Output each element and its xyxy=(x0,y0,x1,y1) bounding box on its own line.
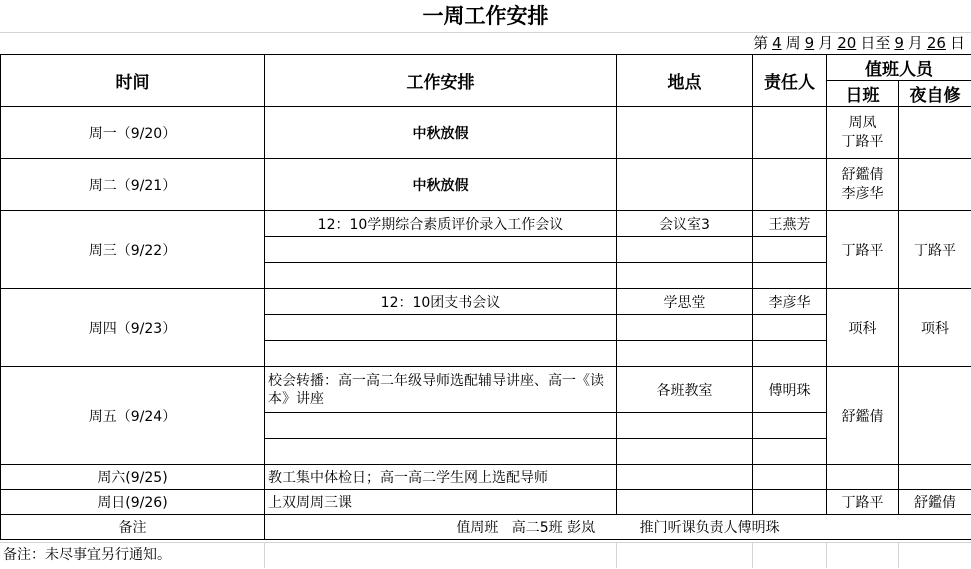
footer-note[interactable]: 备注：未尽事宜另行通知。 xyxy=(0,547,171,563)
place-cell[interactable] xyxy=(617,341,753,367)
place-cell[interactable] xyxy=(617,413,753,439)
end-day: 26 xyxy=(923,34,950,52)
gridline xyxy=(752,542,753,568)
schedule-table xyxy=(0,54,971,540)
remarks-label[interactable]: 备注 xyxy=(1,515,265,540)
header-owner[interactable]: 责任人 xyxy=(753,55,827,107)
table-row xyxy=(1,289,971,315)
day-shift-wed[interactable]: 丁路平 xyxy=(827,211,899,289)
day-shift-tue-1: 舒鑑倩 xyxy=(827,166,898,185)
day-shift-sat[interactable] xyxy=(827,465,899,490)
remarks-row xyxy=(1,515,971,540)
night-wed[interactable]: 丁路平 xyxy=(899,211,971,289)
work-cell[interactable] xyxy=(265,237,617,263)
day-shift-mon-1: 周凤 xyxy=(827,114,898,133)
header-row xyxy=(1,55,971,81)
night-thu[interactable]: 项科 xyxy=(899,289,971,367)
header-duty[interactable]: 值班人员 xyxy=(827,55,971,81)
place-mon[interactable] xyxy=(617,107,753,159)
end-month: 9 xyxy=(890,34,908,52)
table-row xyxy=(1,490,971,515)
day-label-wed[interactable]: 周三（9/22） xyxy=(1,211,265,289)
gridline xyxy=(264,542,265,568)
owner-thu[interactable]: 李彦华 xyxy=(753,289,827,315)
owner-cell[interactable] xyxy=(753,263,827,289)
day-label-fri[interactable]: 周五（9/24） xyxy=(1,367,265,465)
owner-cell[interactable] xyxy=(753,413,827,439)
place-sat[interactable] xyxy=(617,465,753,490)
day-label-mon[interactable]: 周一（9/20） xyxy=(1,107,265,159)
owner-cell[interactable] xyxy=(753,315,827,341)
owner-tue[interactable] xyxy=(753,159,827,211)
table-row xyxy=(1,107,971,159)
work-cell[interactable] xyxy=(265,263,617,289)
work-tue[interactable]: 中秋放假 xyxy=(265,159,617,211)
table-row xyxy=(1,367,971,413)
week-info-row xyxy=(0,32,971,55)
table-row xyxy=(1,211,971,237)
week-number: 4 xyxy=(768,34,786,52)
header-work[interactable]: 工作安排 xyxy=(265,55,617,107)
work-thu[interactable]: 12：10团支书会议 xyxy=(265,289,617,315)
day-shift-mon[interactable] xyxy=(827,107,899,159)
owner-cell[interactable] xyxy=(753,341,827,367)
night-sat[interactable] xyxy=(899,465,971,490)
day-label-thu[interactable]: 周四（9/23） xyxy=(1,289,265,367)
table-row xyxy=(1,159,971,211)
work-fri[interactable]: 校会转播：高一高二年级导师选配辅导讲座、高一《读本》讲座 xyxy=(265,367,617,413)
day-shift-tue-2: 李彦华 xyxy=(827,185,898,204)
owner-cell[interactable] xyxy=(753,439,827,465)
owner-mon[interactable] xyxy=(753,107,827,159)
day-shift-sun[interactable]: 丁路平 xyxy=(827,490,899,515)
place-sun[interactable] xyxy=(617,490,753,515)
day-shift-mon-2: 丁路平 xyxy=(827,133,898,152)
header-place[interactable]: 地点 xyxy=(617,55,753,107)
night-mon[interactable] xyxy=(899,107,971,159)
place-thu[interactable]: 学思堂 xyxy=(617,289,753,315)
work-cell[interactable] xyxy=(265,413,617,439)
place-cell[interactable] xyxy=(617,237,753,263)
place-cell[interactable] xyxy=(617,439,753,465)
place-tue[interactable] xyxy=(617,159,753,211)
start-month-suffix: 月 xyxy=(818,34,833,52)
week-info xyxy=(753,32,965,54)
owner-sun[interactable] xyxy=(753,490,827,515)
day-shift-thu[interactable]: 项科 xyxy=(827,289,899,367)
gridline xyxy=(616,542,617,568)
week-prefix: 第 xyxy=(753,34,768,52)
header-time[interactable]: 时间 xyxy=(1,55,265,107)
start-month: 9 xyxy=(801,34,819,52)
header-night-study[interactable]: 夜自修 xyxy=(899,81,971,107)
table-row xyxy=(1,465,971,490)
gridline xyxy=(826,542,827,568)
place-wed[interactable]: 会议室3 xyxy=(617,211,753,237)
owner-cell[interactable] xyxy=(753,237,827,263)
owner-sat[interactable] xyxy=(753,465,827,490)
week-suffix: 周 xyxy=(786,34,801,52)
day-shift-tue[interactable] xyxy=(827,159,899,211)
place-fri[interactable]: 各班教室 xyxy=(617,367,753,413)
owner-wed[interactable]: 王燕芳 xyxy=(753,211,827,237)
work-mon[interactable]: 中秋放假 xyxy=(265,107,617,159)
end-day-suffix: 日 xyxy=(950,34,965,52)
day-label-sun[interactable]: 周日(9/26) xyxy=(1,490,265,515)
owner-fri[interactable]: 傅明珠 xyxy=(753,367,827,413)
work-cell[interactable] xyxy=(265,439,617,465)
night-sun[interactable]: 舒鑑倩 xyxy=(899,490,971,515)
start-day-suffix: 日至 xyxy=(860,34,890,52)
work-wed[interactable]: 12：10学期综合素质评价录入工作会议 xyxy=(265,211,617,237)
place-cell[interactable] xyxy=(617,315,753,341)
night-tue[interactable] xyxy=(899,159,971,211)
work-cell[interactable] xyxy=(265,315,617,341)
place-cell[interactable] xyxy=(617,263,753,289)
end-month-suffix: 月 xyxy=(908,34,923,52)
day-label-tue[interactable]: 周二（9/21） xyxy=(1,159,265,211)
work-sat[interactable]: 教工集中体检日；高一高二学生网上选配导师 xyxy=(265,465,617,490)
work-cell[interactable] xyxy=(265,341,617,367)
work-sun[interactable]: 上双周周三课 xyxy=(265,490,617,515)
gridline xyxy=(898,542,899,568)
day-shift-fri[interactable]: 舒鑑倩 xyxy=(827,367,899,465)
night-fri[interactable] xyxy=(899,367,971,465)
day-label-sat[interactable]: 周六(9/25) xyxy=(1,465,265,490)
header-day-shift[interactable]: 日班 xyxy=(827,81,899,107)
remarks-text[interactable]: 值周班 高二5班 彭岚 推门听课负责人傅明珠 xyxy=(265,515,971,540)
page-title: 一周工作安排 xyxy=(0,0,971,33)
start-day: 20 xyxy=(833,34,860,52)
